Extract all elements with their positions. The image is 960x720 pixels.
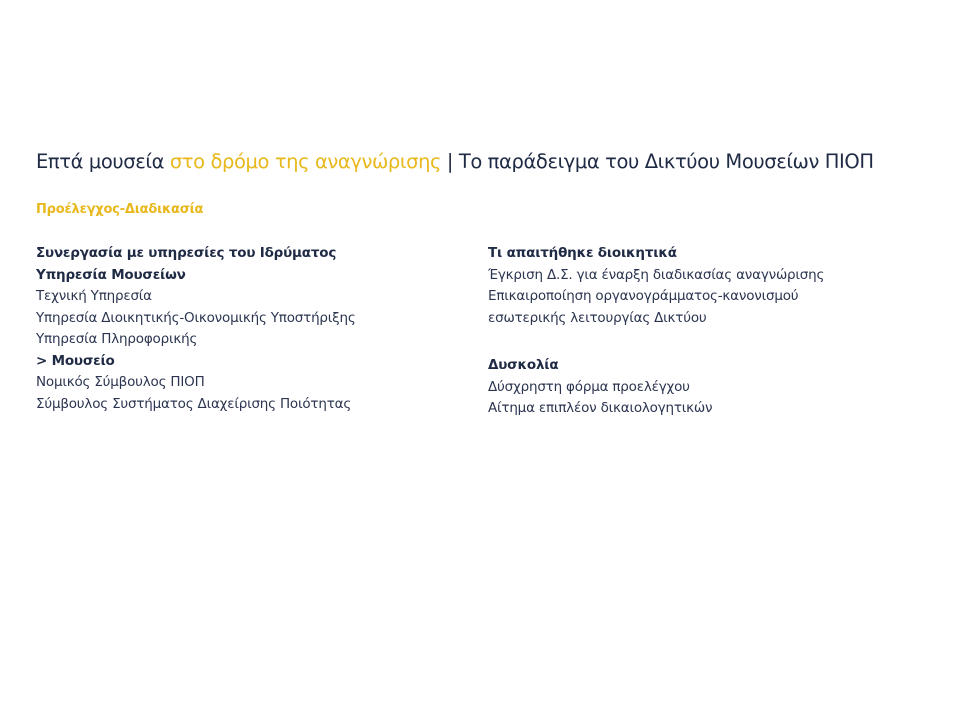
admin-item: Έγκριση Δ.Σ. για έναρξη διαδικασίας αναγνώρισης <box>488 266 825 283</box>
slide-title <box>36 150 936 173</box>
difficulty-item: Δύσχρηστη φόρμα προελέγχου <box>488 378 690 395</box>
title-part-1: Επτά μουσεία <box>36 150 170 173</box>
left-item: Σύμβουλος Συστήματος Διαχείρισης Ποιότητας <box>36 395 352 412</box>
left-heading: Συνεργασία με υπηρεσίες του Ιδρύματος <box>36 245 337 261</box>
title-accent: στο δρόμο της αναγνώρισης <box>169 150 442 173</box>
slide-subtitle: Προέλεγχος-Διαδικασία <box>36 202 204 217</box>
right-column <box>488 243 824 420</box>
difficulty-item: Αίτημα επιπλέον δικαιολογητικών <box>488 400 713 416</box>
left-item: Υπηρεσία Πληροφορικής <box>36 331 198 347</box>
admin-item: εσωτερικής λειτουργίας Δικτύου <box>488 309 707 326</box>
admin-item: Επικαιροποίηση οργανογράμματος-κανονισμού <box>488 288 799 304</box>
admin-heading: Τι απαιτήθηκε διοικητικά <box>488 245 677 261</box>
left-item: Υπηρεσία Διοικητικής-Οικονομικής Υποστήριξης <box>36 309 356 326</box>
left-item: Τεχνική Υπηρεσία <box>36 288 152 304</box>
left-item: Νομικός Σύμβουλος ΠΙΟΠ <box>36 374 205 390</box>
left-item: > Μουσείο <box>36 352 115 369</box>
left-item: Υπηρεσία Μουσείων <box>36 266 186 283</box>
section-spacer <box>488 329 824 355</box>
title-part-2: | Το παράδειγμα του Δικτύου Μουσείων ΠΙΟΠ <box>441 150 874 173</box>
left-column <box>36 243 356 415</box>
difficulty-heading: Δυσκολία <box>488 357 559 373</box>
